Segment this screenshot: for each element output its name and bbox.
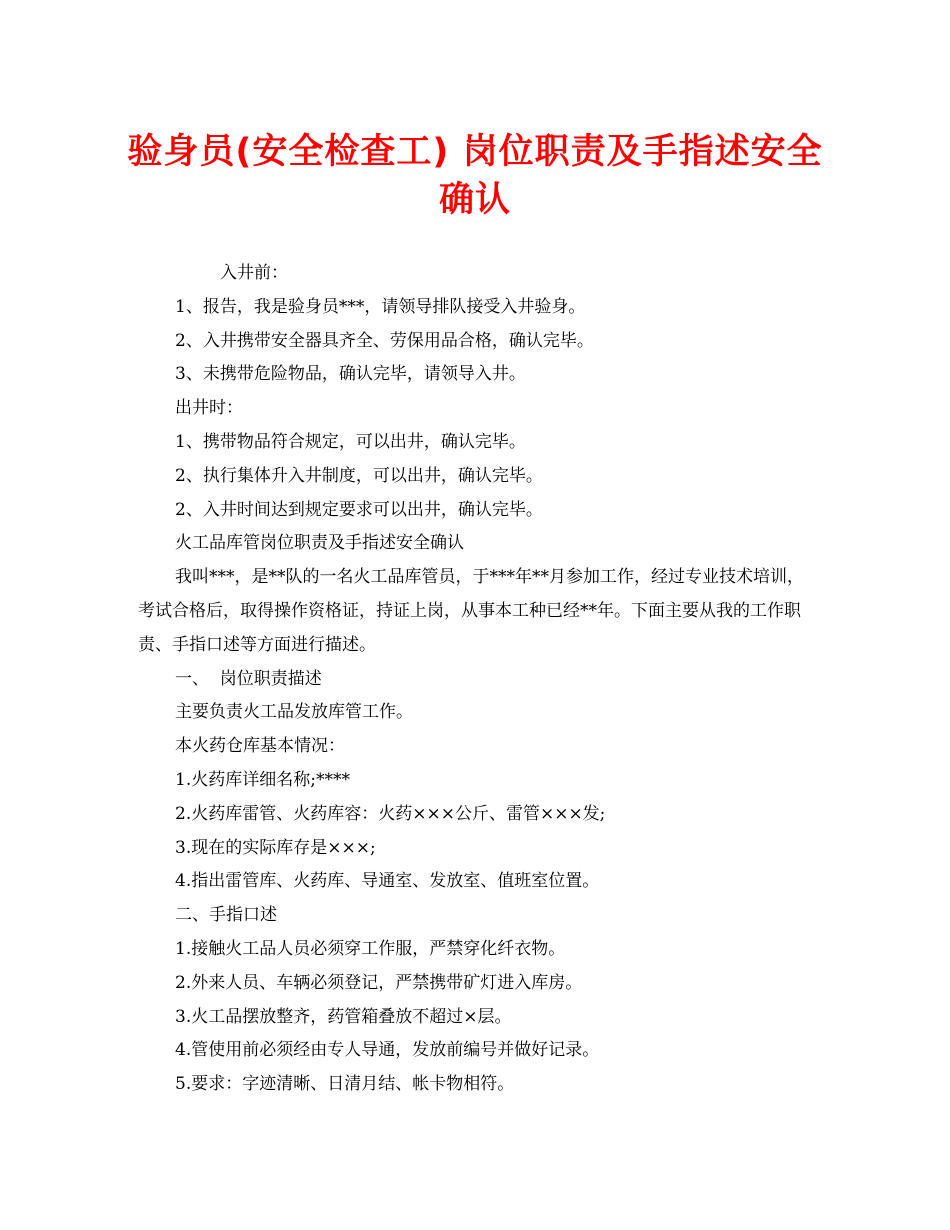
- paragraph: 2.外来人员、车辆必须登记，严禁携带矿灯进入库房。: [175, 972, 583, 993]
- section-heading: 二、手指口述: [175, 905, 277, 926]
- paragraph: 我叫***，是**队的一名火工品库管员，于***年**月参加工作，经过专业技术培训，考试合格后，取得操作资格证，持证上岗，从事本工种已经**年。下面主要从我的工作职责、手指口述等方面进行描述。: [138, 567, 804, 655]
- title-line-1: 验身员(安全检查工) 岗位职责及手指述安全: [127, 132, 823, 172]
- paragraph: 1.接触火工品人员必须穿工作服，严禁穿化纤衣物。: [175, 938, 566, 959]
- paragraph: 3.火工品摆放整齐，药管箱叠放不超过×层。: [175, 1006, 512, 1027]
- paragraph: 1.火药库详细名称;****: [175, 769, 350, 790]
- paragraph: 本火药仓库基本情况：: [175, 736, 345, 757]
- section-heading: 火工品库管岗位职责及手指述安全确认: [175, 533, 464, 554]
- paragraph: 4.指出雷管库、火药库、导通室、发放室、值班室位置。: [175, 871, 600, 892]
- document-body: [138, 257, 818, 1102]
- section-heading: 一、 岗位职责描述: [175, 668, 322, 689]
- document-title: [80, 128, 870, 224]
- paragraph: 入井前：: [220, 263, 288, 283]
- paragraph: 3.现在的实际库存是×××;: [175, 837, 376, 858]
- title-line-2: 确认: [438, 180, 511, 220]
- paragraph: 2、入井时间达到规定要求可以出井，确认完毕。: [175, 499, 543, 520]
- paragraph: 5.要求：字迹清晰、日清月结、帐卡物相符。: [175, 1074, 515, 1095]
- paragraph: 3、未携带危险物品，确认完毕，请领导入井。: [175, 364, 526, 385]
- paragraph: 主要负责火工品发放库管工作。: [175, 702, 413, 723]
- paragraph: 1、报告，我是验身员***，请领导排队接受入井验身。: [175, 296, 586, 317]
- paragraph: 1、携带物品符合规定，可以出井，确认完毕。: [175, 431, 526, 452]
- paragraph: 2、执行集体升入井制度，可以出井，确认完毕。: [175, 465, 543, 486]
- paragraph: 2.火药库雷管、火药库容：火药×××公斤、雷管×××发;: [175, 803, 606, 824]
- paragraph: 4.管使用前必须经由专人导通，发放前编号并做好记录。: [175, 1040, 600, 1061]
- paragraph: 出井时：: [175, 398, 243, 419]
- paragraph: 2、入井携带安全器具齐全、劳保用品合格，确认完毕。: [175, 330, 594, 351]
